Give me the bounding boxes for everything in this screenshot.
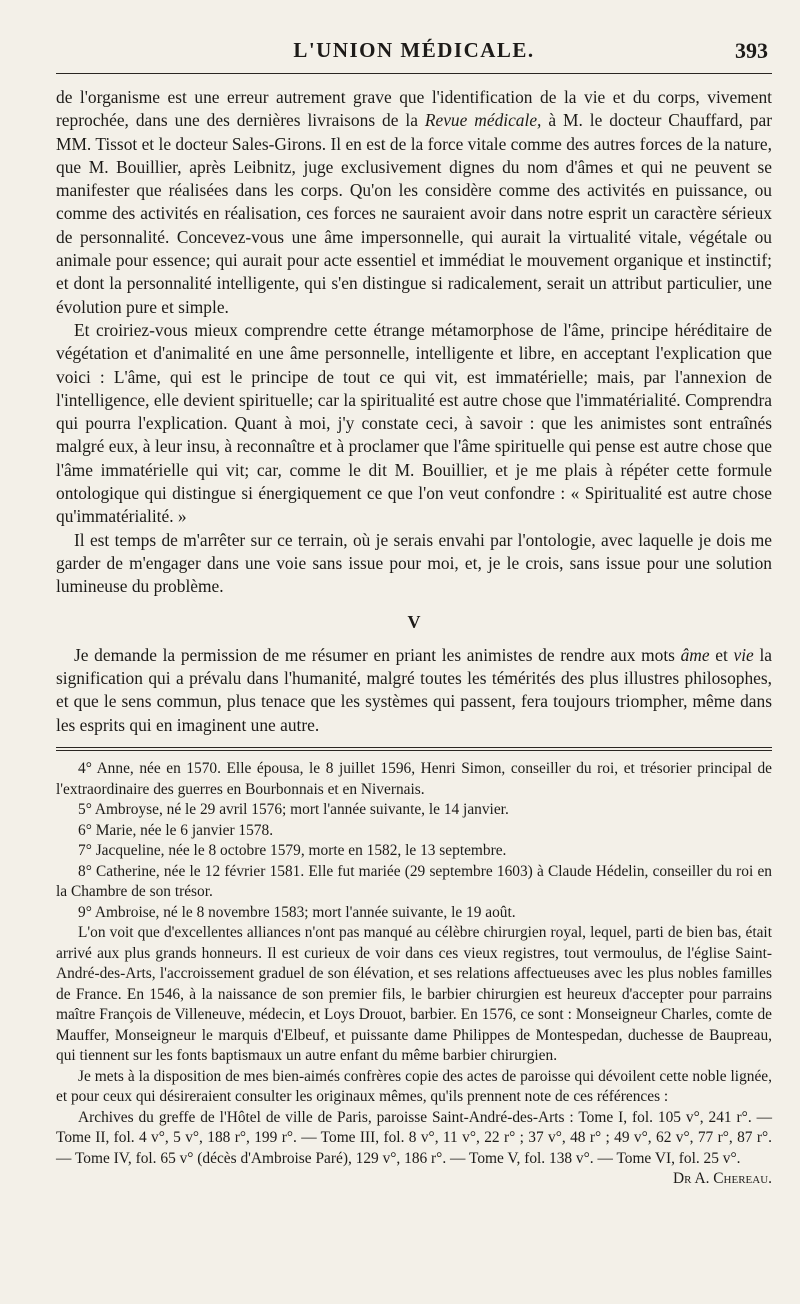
footnotes bbox=[56, 759, 772, 1190]
archives-references: Archives du greffe de l'Hôtel de ville de Paris, paroisse Saint-André-des-Arts : Tome I, fol. 105 v°, 241 r°. — Tome II, fol. 4 v°, 5 v°, 188 r°, 199 r°. — Tome III, fol. 8 v°, 11 v°, 22 r° ; 37 v°, 48 r° ; 49 v°, 62 v°, 77 r°, 87 r°. — Tome IV, fol. 65 v° (décès d'Ambroise Paré), 129 v°, 186 r°. — Tome V, fol. 138 v°. — Tome VI, fol. 25 v°. bbox=[56, 1108, 772, 1167]
note-marie: 6° Marie, née le 6 janvier 1578. bbox=[78, 821, 274, 839]
paragraph-4 bbox=[56, 644, 772, 737]
paragraph-1-part-b: à M. le docteur Chauffard, par MM. Tissot et le docteur Sales-Girons. Il en est de la force vitale comme des autres forces de la nature, que M. Bouillier, après Leibnitz, juge exclusivement dignes du nom d'âmes et qui ne peuvent se manifester que réalisées dans les corps. Qu'on les considère comme des activités en puissance, ou comme des activités en réalisation, ces forces ne sauraient avoir dans notre esprit un caractère sérieux de personnalité. Concevez-vous une âme impersonnelle, qui aurait la virtualité vitale, végétale ou animale pour essence; qui aurait pour acte essentiel et immédiat le mouvement organique et instinctif; et dont la personnalité intelligente, qui s'en distingue si radicalement, serait un attribut particulier, une évolution pure et simple. bbox=[56, 110, 772, 317]
paragraph-4-mid: et bbox=[709, 644, 734, 665]
note-disposition: Je mets à la disposition de mes bien-aimés confrères copie des actes de paroisse qui dévoilent cette noble lignée, et pour ceux qui désireraient consulter les originaux mêmes, qu'ils prennent note de ces références : bbox=[56, 1067, 772, 1106]
footnote-rule bbox=[56, 747, 772, 751]
note-alliances: L'on voit que d'excellentes alliances n'ont pas manqué au célèbre chirurgien royal, lequel, parti de bien bas, était arrivé aux plus grands honneurs. Il est curieux de voir dans ces vieux registres, tout vermoulus, de l'église Saint-André-des-Arts, l'accroissement graduel de son élévation, et ses relations affectueuses avec les plus nobles familles de France. En 1546, à la naissance de son premier fils, le barbier chirurgien est heureux d'accepter pour parrains maître François de Villeneuve, médecin, et Loys Drouot, barbier. En 1576, ce sont : Monseigneur Charles, comte de Mauffer, Monseigneur le marquis d'Elbeuf, et puissante dame Philippes de Montespedan, duchesse de Baupreau, qui tiennent sur les fonts baptismaux un autre enfant du même barbier chirurgien. bbox=[56, 924, 772, 1065]
paragraph-1-part-a: de l'organisme est une erreur autrement grave que l'identification de la vie et du corps, vivement reprochée, dans une des dernières livraisons de la bbox=[56, 87, 772, 131]
author-signature: Dr A. Chereau. bbox=[673, 1170, 772, 1188]
paragraph-2: Et croiriez-vous mieux comprendre cette étrange métamorphose de l'âme, principe héréditaire de végétation et d'animalité en une âme personnelle, intelligente et libre, en acceptant l'explication que voici : L'âme, qui est le principe de tout ce qui vit, est immatérielle; mais, par l'annexion de l'intelligence, elle devient spirituelle; car la spiritualité est autre chose que l'immatérialité. Comprendra qui pourra l'explication. Quant à moi, j'y constate ceci, à savoir : que les animistes sont entraînés malgré eux, à leur insu, à reconnaître et à proclamer que l'âme spirituelle qui pense est autre chose que l'âme immatérielle qui vit; car, comme le dit M. Bouillier, et je me plais à répéter cette formule ontologique qui distingue si énergiquement ce que l'on veut confondre : « Spiritualité est autre chose qu'immatérialité. » bbox=[56, 319, 772, 527]
paragraph-4-part-b: la signification qui a prévalu dans l'humanité, malgré toutes les témérités des plus illustres philosophes, et que le sens commun, plus tenace que les systèmes qui passent, fera toujours triompher, même dans les esprits qui en imaginent une autre. bbox=[56, 644, 773, 735]
note-jacqueline: 7° Jacqueline, née le 8 octobre 1579, morte en 1582, le 13 septembre. bbox=[78, 842, 507, 860]
paragraph-4-part-a: Je demande la permission de me résumer en priant les animistes de rendre aux mots bbox=[74, 644, 681, 665]
paragraph-3: Il est temps de m'arrêter sur ce terrain, où je serais envahi par l'ontologie, avec laquelle je dois me garder de m'engager dans une voie sans issue pour moi, et, je le crois, sans issue pour une solution lumineuse du problème. bbox=[56, 529, 772, 597]
header-rule bbox=[56, 73, 772, 74]
note-ambroise: 9° Ambroise, né le 8 novembre 1583; mort l'année suivante, le 19 août. bbox=[78, 903, 516, 921]
running-title: L'UNION MÉDICALE. bbox=[293, 38, 535, 62]
note-anne: 4° Anne, née en 1570. Elle épousa, le 8 juillet 1596, Henri Simon, conseiller du roi, et trésorier principal de l'extraordinaire des guerres en Bourbonnais et en Nivernais. bbox=[56, 760, 772, 798]
page-number: 393 bbox=[735, 38, 768, 63]
italic-word-vie: vie bbox=[733, 644, 754, 665]
note-archives bbox=[56, 1108, 772, 1188]
journal-title: Revue médicale, bbox=[424, 110, 542, 131]
note-ambroyse: 5° Ambroyse, né le 29 avril 1576; mort l'année suivante, le 14 janvier. bbox=[78, 801, 509, 819]
main-text bbox=[56, 86, 772, 737]
note-catherine: 8° Catherine, née le 12 février 1581. Elle fut mariée (29 septembre 1603) à Claude Hédelin, conseiller du roi en la Chambre de son trésor. bbox=[56, 862, 772, 901]
paragraph-1 bbox=[56, 86, 772, 319]
section-number: V bbox=[407, 611, 421, 632]
running-header bbox=[56, 30, 772, 74]
italic-word-ame: âme bbox=[680, 644, 710, 665]
